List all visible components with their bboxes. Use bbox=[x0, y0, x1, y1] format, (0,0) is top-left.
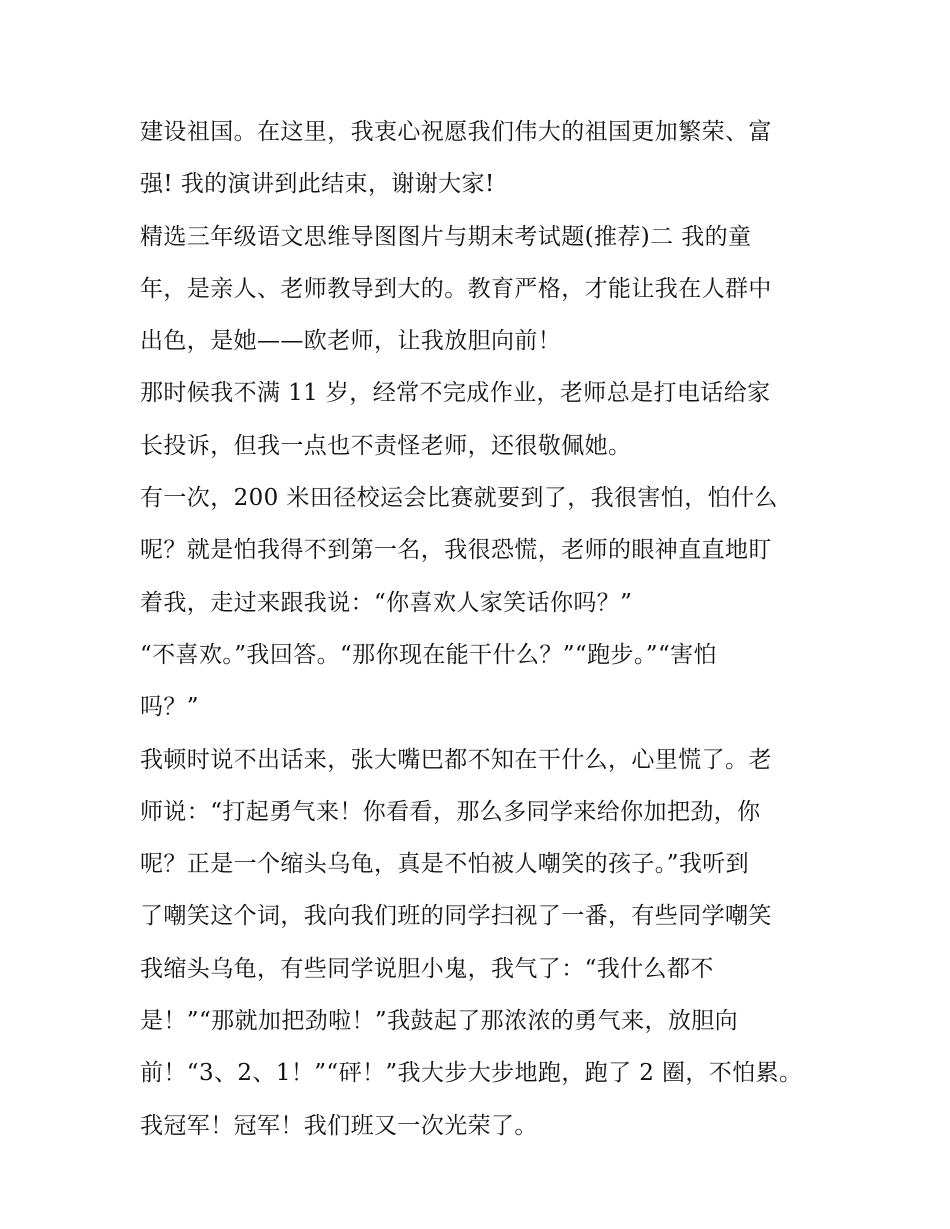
text-line: 出色，是她——欧老师，让我放胆向前！ bbox=[140, 328, 562, 355]
text-line: 那时候我不满 11 岁，经常不完成作业，老师总是打电话给家 bbox=[140, 380, 771, 407]
text-line: 精选三年级语文思维导图图片与期末考试题(推荐)二 我的童 bbox=[140, 223, 752, 250]
text-line: 年，是亲人、老师教导到大的。教育严格，才能让我在人群中 bbox=[140, 275, 772, 302]
text-line: 呢？正是一个缩头乌龟，真是不怕被人嘲笑的孩子。”我听到 bbox=[140, 851, 750, 878]
text-line: 长投诉，但我一点也不责怪老师，还很敬佩她。 bbox=[140, 432, 632, 459]
text-line: 强! 我的演讲到此结束，谢谢大家! bbox=[140, 171, 495, 198]
essay-text-block bbox=[140, 106, 820, 1152]
text-line: 我缩头乌龟，有些同学说胆小鬼，我气了：“我什么都不 bbox=[140, 955, 714, 982]
text-line: 前！“3、2、1！”“砰！”我大步大步地跑，跑了 2 圈，不怕累。 bbox=[140, 1060, 803, 1087]
text-line: 有一次，200 米田径校运会比赛就要到了，我很害怕，怕什么 bbox=[140, 485, 778, 512]
text-line: 建设祖国。在这里，我衷心祝愿我们伟大的祖国更加繁荣、富 bbox=[140, 119, 772, 145]
text-line: 了嘲笑这个词，我向我们班的同学扫视了一番，有些同学嘲笑 bbox=[140, 903, 772, 930]
text-line: 呢？就是怕我得不到第一名，我很恐慌，老师的眼神直直地盯 bbox=[140, 537, 772, 564]
text-line: 吗？” bbox=[140, 694, 199, 721]
text-line: 我冠军！冠军！我们班又一次光荣了。 bbox=[140, 1112, 538, 1139]
text-line: 是！”“那就加把劲啦！”我鼓起了那浓浓的勇气来，放胆向 bbox=[140, 1008, 739, 1035]
text-line: 着我，走过来跟我说：“你喜欢人家笑话你吗？” bbox=[140, 589, 633, 616]
text-line: “不喜欢。”我回答。“那你现在能干什么？”“跑步。”“害怕 bbox=[140, 641, 717, 668]
text-line: 师说：“打起勇气来！你看看，那么多同学来给你加把劲，你 bbox=[140, 798, 761, 825]
text-line: 我顿时说不出话来，张大嘴巴都不知在干什么，心里慌了。老 bbox=[140, 746, 772, 773]
